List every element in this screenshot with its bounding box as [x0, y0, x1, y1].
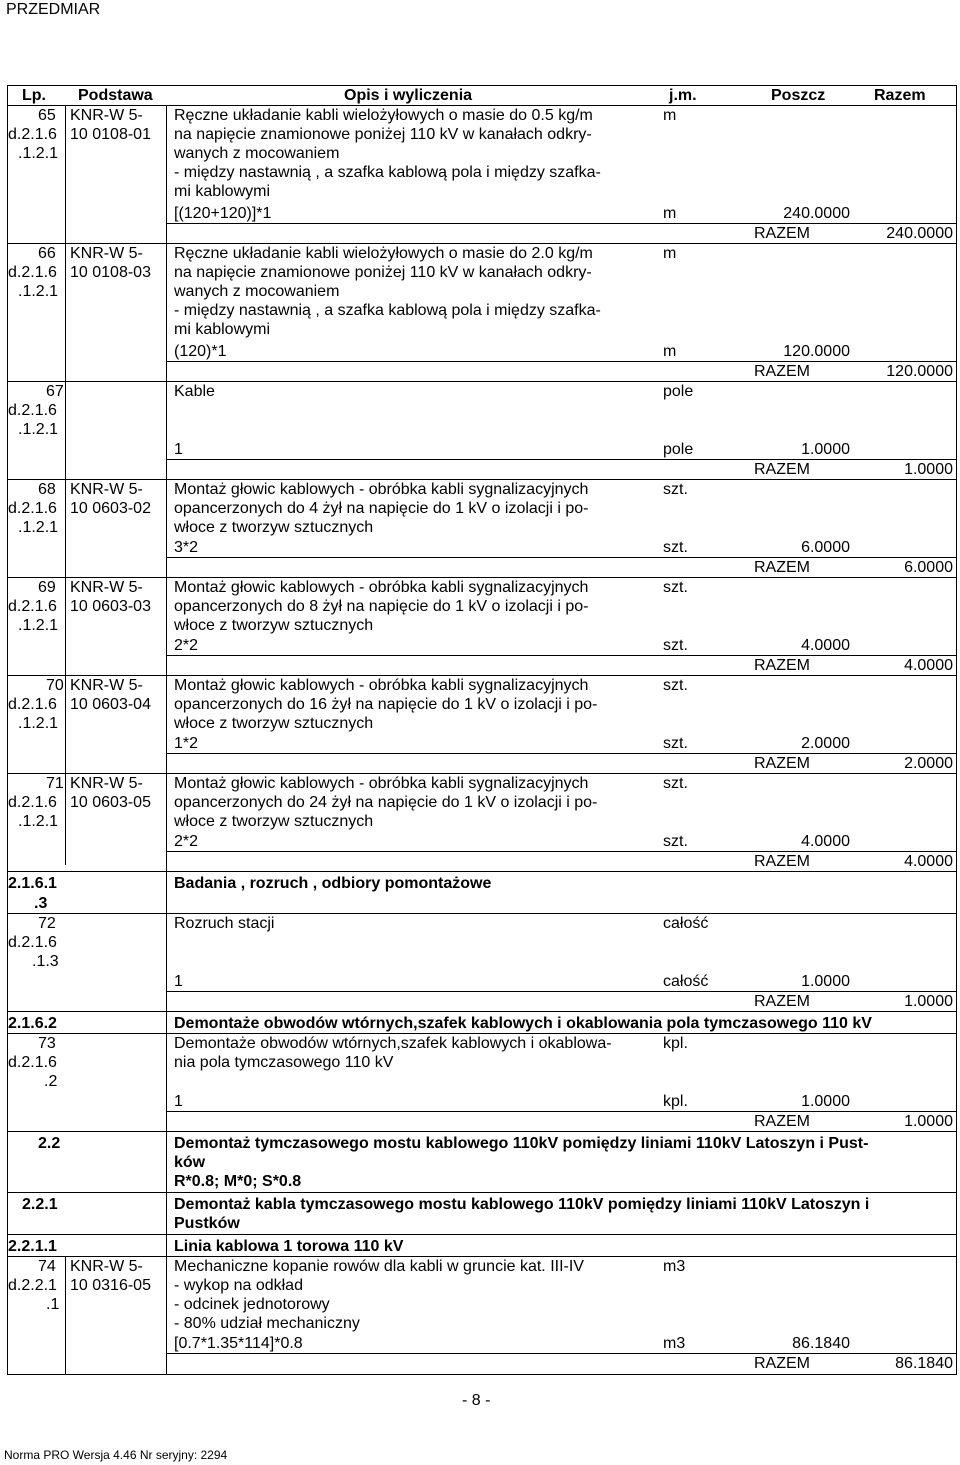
item-ref: d.2.1.6 — [8, 402, 57, 419]
item-quantity: 120.0000 — [783, 343, 850, 360]
section-title: Pustków — [174, 1215, 240, 1232]
item-description: na napięcie znamionowe poniżej 110 kV w kanałach odkry- — [174, 126, 592, 143]
item-calc-unit: m — [663, 205, 677, 222]
row-divider — [166, 557, 956, 558]
item-ref: d.2.2.1 — [8, 1277, 57, 1294]
item-quantity: 4.0000 — [801, 833, 850, 850]
section-title: Badania , rozruch , odbiory pomontażowe — [174, 875, 492, 892]
item-podstawa: KNR-W 5- — [70, 245, 143, 262]
item-description: Rozruch stacji — [174, 915, 275, 932]
section-title: Demontaż tymczasowego mostu kablowego 110kV pomiędzy liniami 110kV Latoszyn i Pust- — [174, 1135, 869, 1152]
item-ref: .1 — [46, 1296, 60, 1313]
row-divider — [7, 1192, 957, 1193]
row-divider — [7, 1234, 957, 1235]
item-number: 74 — [38, 1258, 56, 1275]
item-podstawa: 10 0603-04 — [70, 696, 151, 713]
item-ref: .1.2.1 — [18, 519, 59, 536]
item-calculation: 1 — [174, 973, 183, 990]
item-number: 66 — [38, 245, 56, 262]
item-unit: m3 — [663, 1258, 686, 1275]
row-divider — [166, 655, 956, 656]
item-total-label: RAZEM — [754, 657, 810, 674]
item-total-label: RAZEM — [754, 225, 810, 242]
item-description: - między nastawnią , a szafka kablową pola i między szafka- — [174, 302, 601, 319]
item-description: wanych z mocowaniem — [174, 145, 340, 162]
item-total-label: RAZEM — [754, 559, 810, 576]
item-unit: szt. — [663, 775, 688, 792]
item-description: Montaż głowic kablowych - obróbka kabli sygnalizacyjnych — [174, 677, 589, 694]
item-quantity: 240.0000 — [783, 205, 850, 222]
item-description: Ręczne układanie kabli wielożyłowych o masie do 0.5 kg/m — [174, 107, 593, 124]
item-quantity: 86.1840 — [792, 1335, 850, 1352]
item-podstawa: 10 0603-02 — [70, 500, 151, 517]
item-description: opancerzonych do 4 żył na napięcie do 1 kV o izolacji i po- — [174, 500, 589, 517]
section-factors: R*0.8; M*0; S*0.8 — [174, 1173, 302, 1190]
item-description: nia pola tymczasowego 110 kV — [174, 1054, 394, 1071]
item-number: 65 — [38, 107, 56, 124]
item-calc-unit: pole — [663, 441, 694, 458]
item-calculation: (120)*1 — [174, 343, 227, 360]
item-unit: całość — [663, 915, 709, 932]
item-description: mi kablowymi — [174, 321, 271, 338]
item-ref: d.2.1.6 — [8, 264, 57, 281]
item-calc-unit: szt. — [663, 735, 688, 752]
row-divider — [166, 851, 956, 852]
item-quantity: 2.0000 — [801, 735, 850, 752]
item-calc-unit: szt. — [663, 833, 688, 850]
item-total-label: RAZEM — [754, 755, 810, 772]
item-calculation: [(120+120)]*1 — [174, 205, 272, 222]
section-title: Demontaż kabla tymczasowego mostu kablowego 110kV pomiędzy liniami 110kV Latoszyn i — [174, 1196, 870, 1213]
table-bottom-border — [7, 1374, 957, 1375]
item-total: 1.0000 — [904, 461, 953, 478]
item-total-label: RAZEM — [754, 1355, 810, 1372]
row-divider — [7, 913, 957, 914]
row-divider — [166, 1353, 956, 1354]
item-calc-unit: m — [663, 343, 677, 360]
item-total: 240.0000 — [886, 225, 953, 242]
item-quantity: 6.0000 — [801, 539, 850, 556]
grid-right-border — [956, 85, 957, 1375]
row-divider — [7, 381, 957, 382]
item-calculation: [0.7*1.35*114]*0.8 — [174, 1335, 303, 1352]
item-unit: kpl. — [663, 1035, 688, 1052]
item-ref: .1.2.1 — [18, 421, 59, 438]
item-description: Montaż głowic kablowych - obróbka kabli sygnalizacyjnych — [174, 481, 589, 498]
item-calculation: 3*2 — [174, 539, 199, 556]
item-description: Demontaże obwodów wtórnych,szafek kablowych i okablowa- — [174, 1035, 612, 1052]
item-total-label: RAZEM — [754, 993, 810, 1010]
item-calc-unit: całość — [663, 973, 709, 990]
item-unit: szt. — [663, 677, 688, 694]
item-ref: d.2.1.6 — [8, 934, 57, 951]
row-divider — [166, 753, 956, 754]
item-quantity: 1.0000 — [801, 441, 850, 458]
item-description: Montaż głowic kablowych - obróbka kabli sygnalizacyjnych — [174, 775, 589, 792]
item-ref: .1.2.1 — [18, 145, 59, 162]
row-divider — [166, 991, 956, 992]
item-description: wanych z mocowaniem — [174, 283, 340, 300]
item-description: opancerzonych do 16 żył na napięcie do 1 kV o izolacji i po- — [174, 696, 598, 713]
grid-col-divider-2 — [166, 105, 167, 1375]
item-description: Kable — [174, 383, 215, 400]
section-title: Linia kablowa 1 torowa 110 kV — [174, 1238, 404, 1255]
item-calculation: 2*2 — [174, 833, 199, 850]
item-number: 73 — [38, 1035, 56, 1052]
section-code: 2.2.1.1 — [8, 1238, 57, 1255]
item-calc-unit: szt. — [663, 637, 688, 654]
item-total-label: RAZEM — [754, 1113, 810, 1130]
item-calculation: 2*2 — [174, 637, 199, 654]
section-code: 2.2.1 — [22, 1196, 58, 1213]
item-ref: d.2.1.6 — [8, 598, 57, 615]
item-number: 72 — [38, 915, 56, 932]
item-number: 67 — [46, 383, 64, 400]
item-quantity: 1.0000 — [801, 1093, 850, 1110]
col-header-podstawa: Podstawa — [78, 87, 153, 104]
item-description: - między nastawnią , a szafka kablową pola i między szafka- — [174, 164, 601, 181]
item-podstawa: KNR-W 5- — [70, 107, 143, 124]
item-description: mi kablowymi — [174, 183, 271, 200]
item-ref: d.2.1.6 — [8, 500, 57, 517]
item-description: - 80% udział mechaniczny — [174, 1315, 360, 1332]
item-podstawa: 10 0316-05 — [70, 1277, 151, 1294]
section-title: ków — [174, 1154, 206, 1171]
item-description: włoce z tworzyw sztucznych — [174, 617, 374, 634]
section-title: Demontaże obwodów wtórnych,szafek kablowych i okablowania pola tymczasowego 110 kV — [174, 1015, 872, 1032]
grid-col-divider-1 — [65, 105, 66, 865]
item-quantity: 1.0000 — [801, 973, 850, 990]
section-code: 2.1.6.1 — [8, 875, 57, 892]
col-header-razem: Razem — [874, 87, 926, 104]
item-calc-unit: kpl. — [663, 1093, 688, 1110]
item-total-label: RAZEM — [754, 363, 810, 380]
item-calculation: 1 — [174, 441, 183, 458]
row-divider — [7, 871, 957, 872]
item-description: na napięcie znamionowe poniżej 110 kV w kanałach odkry- — [174, 264, 592, 281]
item-podstawa: 10 0108-01 — [70, 126, 151, 143]
item-ref: .1.2.1 — [18, 715, 59, 732]
item-number: 70 — [46, 677, 64, 694]
item-ref: .1.2.1 — [18, 617, 59, 634]
item-description: Ręczne układanie kabli wielożyłowych o masie do 2.0 kg/m — [174, 245, 593, 262]
item-calc-unit: m3 — [663, 1335, 686, 1352]
item-description: opancerzonych do 24 żył na napięcie do 1 kV o izolacji i po- — [174, 794, 598, 811]
page-number: - 8 - — [462, 1392, 491, 1409]
item-description: włoce z tworzyw sztucznych — [174, 813, 374, 830]
item-total-label: RAZEM — [754, 853, 810, 870]
item-ref: d.2.1.6 — [8, 126, 57, 143]
item-unit: m — [663, 107, 677, 124]
item-podstawa: 10 0108-03 — [70, 264, 151, 281]
item-ref: .1.3 — [32, 953, 59, 970]
section-code: 2.2 — [38, 1135, 61, 1152]
item-total-label: RAZEM — [754, 461, 810, 478]
item-total: 1.0000 — [904, 993, 953, 1010]
item-unit: szt. — [663, 579, 688, 596]
row-divider — [7, 1011, 957, 1012]
item-description: - odcinek jednotorowy — [174, 1296, 330, 1313]
col-header-lp: Lp. — [22, 87, 46, 104]
col-header-poszcz: Poszcz — [771, 87, 826, 104]
section-code: .3 — [34, 895, 48, 912]
item-podstawa: 10 0603-03 — [70, 598, 151, 615]
item-ref: d.2.1.6 — [8, 1054, 57, 1071]
item-ref: .1.2.1 — [18, 813, 59, 830]
item-podstawa: KNR-W 5- — [70, 481, 143, 498]
item-description: Mechaniczne kopanie rowów dla kabli w gruncie kat. III-IV — [174, 1258, 584, 1275]
item-description: włoce z tworzyw sztucznych — [174, 715, 374, 732]
item-total: 4.0000 — [904, 657, 953, 674]
item-podstawa: KNR-W 5- — [70, 677, 143, 694]
item-number: 69 — [38, 579, 56, 596]
item-podstawa: KNR-W 5- — [70, 1258, 143, 1275]
item-ref: .1.2.1 — [18, 283, 59, 300]
item-total: 6.0000 — [904, 559, 953, 576]
item-total: 86.1840 — [895, 1355, 953, 1372]
section-code: 2.1.6.2 — [8, 1015, 57, 1032]
item-number: 68 — [38, 481, 56, 498]
row-divider — [166, 361, 956, 362]
item-number: 71 — [46, 775, 64, 792]
item-podstawa: KNR-W 5- — [70, 775, 143, 792]
item-description: Montaż głowic kablowych - obróbka kabli sygnalizacyjnych — [174, 579, 589, 596]
item-total: 2.0000 — [904, 755, 953, 772]
item-quantity: 4.0000 — [801, 637, 850, 654]
item-unit: szt. — [663, 481, 688, 498]
item-unit: pole — [663, 383, 694, 400]
item-description: opancerzonych do 8 żył na napięcie do 1 kV o izolacji i po- — [174, 598, 589, 615]
item-unit: m — [663, 245, 677, 262]
col-header-opis: Opis i wyliczenia — [344, 87, 473, 104]
row-divider — [166, 1111, 956, 1112]
item-ref: d.2.1.6 — [8, 696, 57, 713]
software-footer: Norma PRO Wersja 4.46 Nr seryjny: 2294 — [4, 1448, 228, 1462]
item-description: - wykop na odkład — [174, 1277, 303, 1294]
item-ref: .2 — [44, 1073, 58, 1090]
item-total: 120.0000 — [886, 363, 953, 380]
item-description: włoce z tworzyw sztucznych — [174, 519, 374, 536]
document-title: PRZEDMIAR — [6, 1, 101, 18]
item-calc-unit: szt. — [663, 539, 688, 556]
item-calculation: 1*2 — [174, 735, 199, 752]
item-calculation: 1 — [174, 1093, 183, 1110]
row-divider — [166, 223, 956, 224]
row-divider — [7, 1131, 957, 1132]
item-total: 4.0000 — [904, 853, 953, 870]
row-divider — [166, 459, 956, 460]
item-ref: d.2.1.6 — [8, 794, 57, 811]
col-header-jm: j.m. — [669, 87, 697, 104]
grid-col-divider-1b — [65, 1256, 66, 1375]
item-total: 1.0000 — [904, 1113, 953, 1130]
item-podstawa: 10 0603-05 — [70, 794, 151, 811]
item-podstawa: KNR-W 5- — [70, 579, 143, 596]
